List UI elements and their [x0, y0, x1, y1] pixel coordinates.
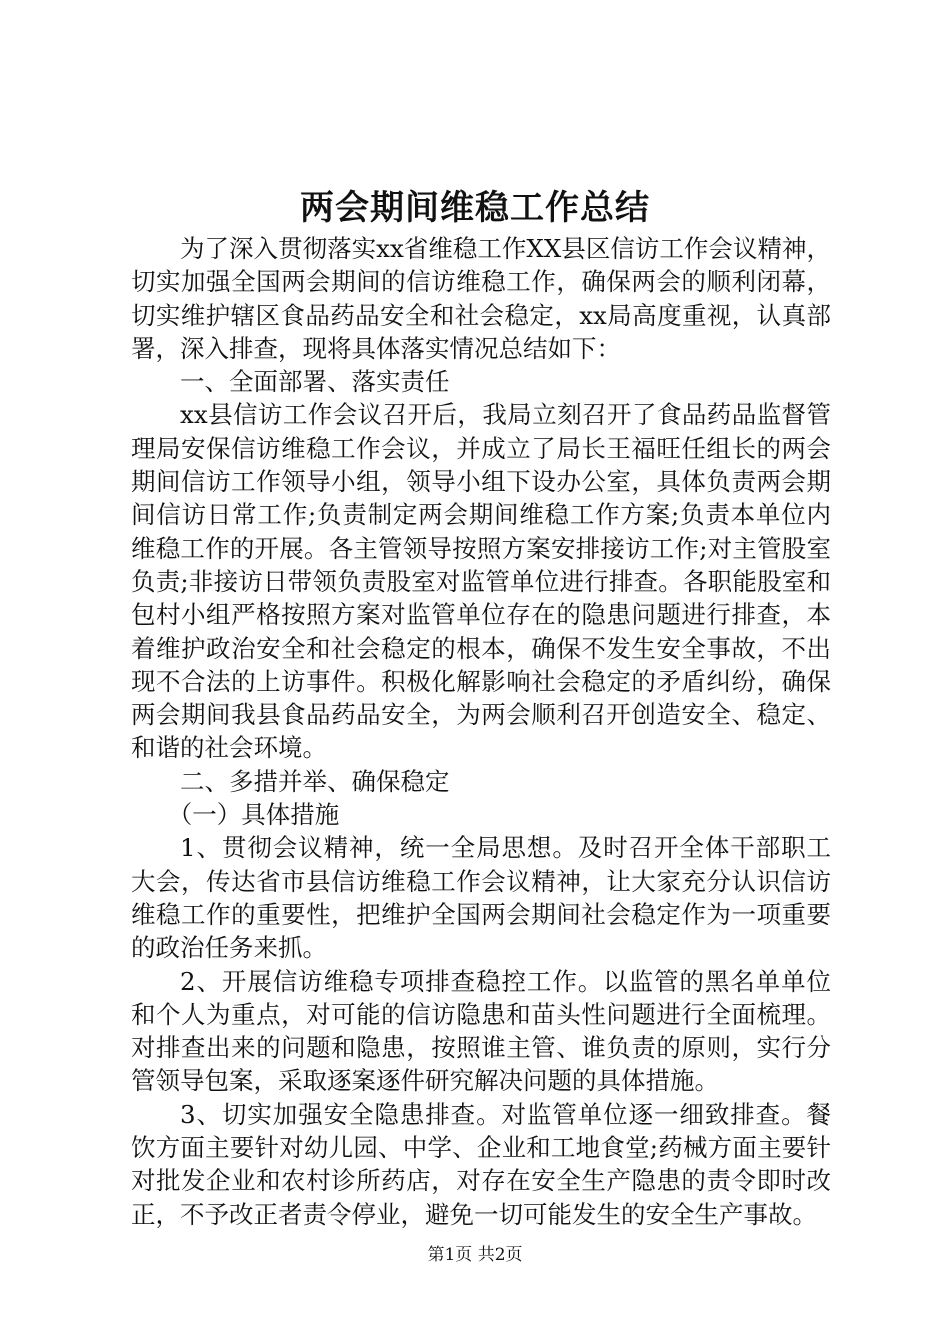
subsection-heading-1: （一）具体措施 — [167, 800, 340, 830]
measure-paragraph-1: 1、贯彻会议精神，统一全局思想。及时召开全体干部职工大会，传达省市县信访维稳工作会议精神，让大家充分认识信访维稳工作的重要性，把维护全国两会期间社会稳定作为一项重要的政治任务来抓。 — [131, 833, 831, 963]
intro-paragraph: 为了深入贯彻落实xx省维稳工作XX县区信访工作会议精神，切实加强全国两会期间的信访维稳工作，确保两会的顺利闭幕，切实维护辖区食品药品安全和社会稳定，xx局高度重视，认真部署，深入排查，现将具体落实情况总结如下： — [131, 234, 831, 363]
section-heading-2: 二、多措并举、确保稳定 — [180, 766, 450, 796]
page-number-footer: 第1页 共2页 — [427, 1245, 523, 1265]
section-heading-1: 一、全面部署、落实责任 — [180, 367, 450, 397]
document-title: 两会期间维稳工作总结 — [300, 188, 650, 228]
section-1-paragraph: xx县信访工作会议召开后，我局立刻召开了食品药品监督管理局安保信访维稳工作会议，并成立了局长王福旺任组长的两会期间信访工作领导小组，领导小组下设办公室，具体负责两会期间信访日常工作;负责制定两会期间维稳工作方案;负责本单位内维稳工作的开展。各主管领导按照方案安排接访工作;对主管股室负责;非接访日带领负责股室对监管单位进行排查。各职能股室和包村小组严格按照方案对监管单位存在的隐患问题进行排查，本着维护政治安全和社会稳定的根本，确保不发生安全事故，不出现不合法的上访事件。积极化解影响社会稳定的矛盾纠纷，确保两会期间我县食品药品安全，为两会顺利召开创造安全、稳定、和谐的社会环境。 — [131, 400, 831, 763]
measure-paragraph-2: 2、开展信访维稳专项排查稳控工作。以监管的黑名单单位和个人为重点，对可能的信访隐患和苗头性问题进行全面梳理。对排查出来的问题和隐患，按照谁主管、谁负责的原则，实行分管领导包案，采取逐案逐件研究解决问题的具体措施。 — [131, 966, 831, 1096]
document-body — [131, 232, 831, 1231]
measure-paragraph-3: 3、切实加强安全隐患排查。对监管单位逐一细致排查。餐饮方面主要针对幼儿园、中学、企业和工地食堂;药械方面主要针对批发企业和农村诊所药店，对存在安全生产隐患的责令即时改正，不予改正者责令停业，避免一切可能发生的安全生产事故。 — [131, 1099, 831, 1229]
